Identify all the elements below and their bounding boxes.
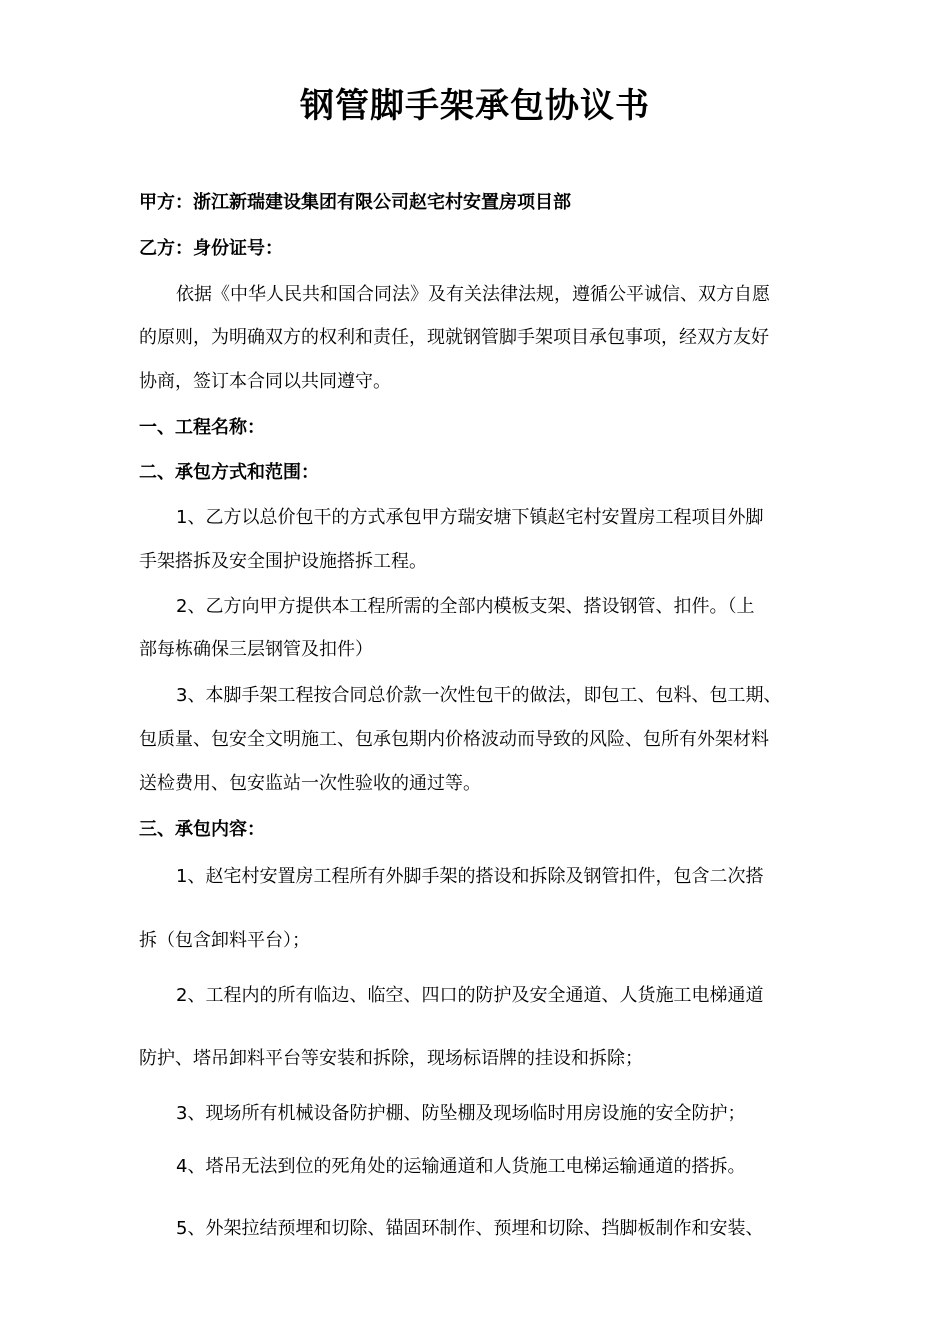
clause-line: 部每栋确保三层钢管及扣件） [139,639,373,660]
preamble-line: 依据《中华人民共和国合同法》及有关法律法规，遵循公平诚信、双方自愿 [176,284,770,305]
clause-line: 3、本脚手架工程按合同总价款一次性包干的做法，即包工、包料、包工期、 [176,685,782,706]
clause-line: 3、现场所有机械设备防护棚、防坠棚及现场临时用房设施的安全防护； [176,1103,746,1124]
clause-line: 拆（包含卸料平台）； [139,930,310,951]
clause-line: 1、赵宅村安置房工程所有外脚手架的搭设和拆除及钢管扣件，包含二次搭 [176,866,764,887]
clause-line: 送检费用、包安监站一次性验收的通过等。 [139,773,481,794]
clause-line: 2、工程内的所有临边、临空、四口的防护及安全通道、人货施工电梯通道 [176,985,764,1006]
clause-line: 手架搭拆及安全围护设施搭拆工程。 [139,551,427,572]
clause-line: 防护、塔吊卸料平台等安装和拆除，现场标语牌的挂设和拆除； [139,1048,643,1069]
section-heading: 一、工程名称： [139,417,265,438]
preamble-line: 的原则，为明确双方的权利和责任，现就钢管脚手架项目承包事项，经双方友好 [139,327,769,348]
clause-line: 2、乙方向甲方提供本工程所需的全部内模板支架、搭设钢管、扣件。（上 [176,596,755,617]
party-a-line: 甲方：浙江新瑞建设集团有限公司赵宅村安置房项目部 [139,192,571,213]
clause-line: 1、乙方以总价包干的方式承包甲方瑞安塘下镇赵宅村安置房工程项目外脚 [176,507,764,528]
preamble-line: 协商，签订本合同以共同遵守。 [139,371,391,392]
section-heading: 三、承包内容： [139,819,265,840]
document-title: 钢管脚手架承包协议书 [300,86,650,126]
section-heading: 二、承包方式和范围： [139,462,319,483]
party-b-line: 乙方：身份证号： [139,238,283,259]
clause-line: 包质量、包安全文明施工、包承包期内价格波动而导致的风险、包所有外架材料 [139,729,769,750]
clause-line: 4、塔吊无法到位的死角处的运输通道和人货施工电梯运输通道的搭拆。 [176,1156,746,1177]
clause-line: 5、外架拉结预埋和切除、锚固环制作、预埋和切除、挡脚板制作和安装、 [176,1218,764,1239]
